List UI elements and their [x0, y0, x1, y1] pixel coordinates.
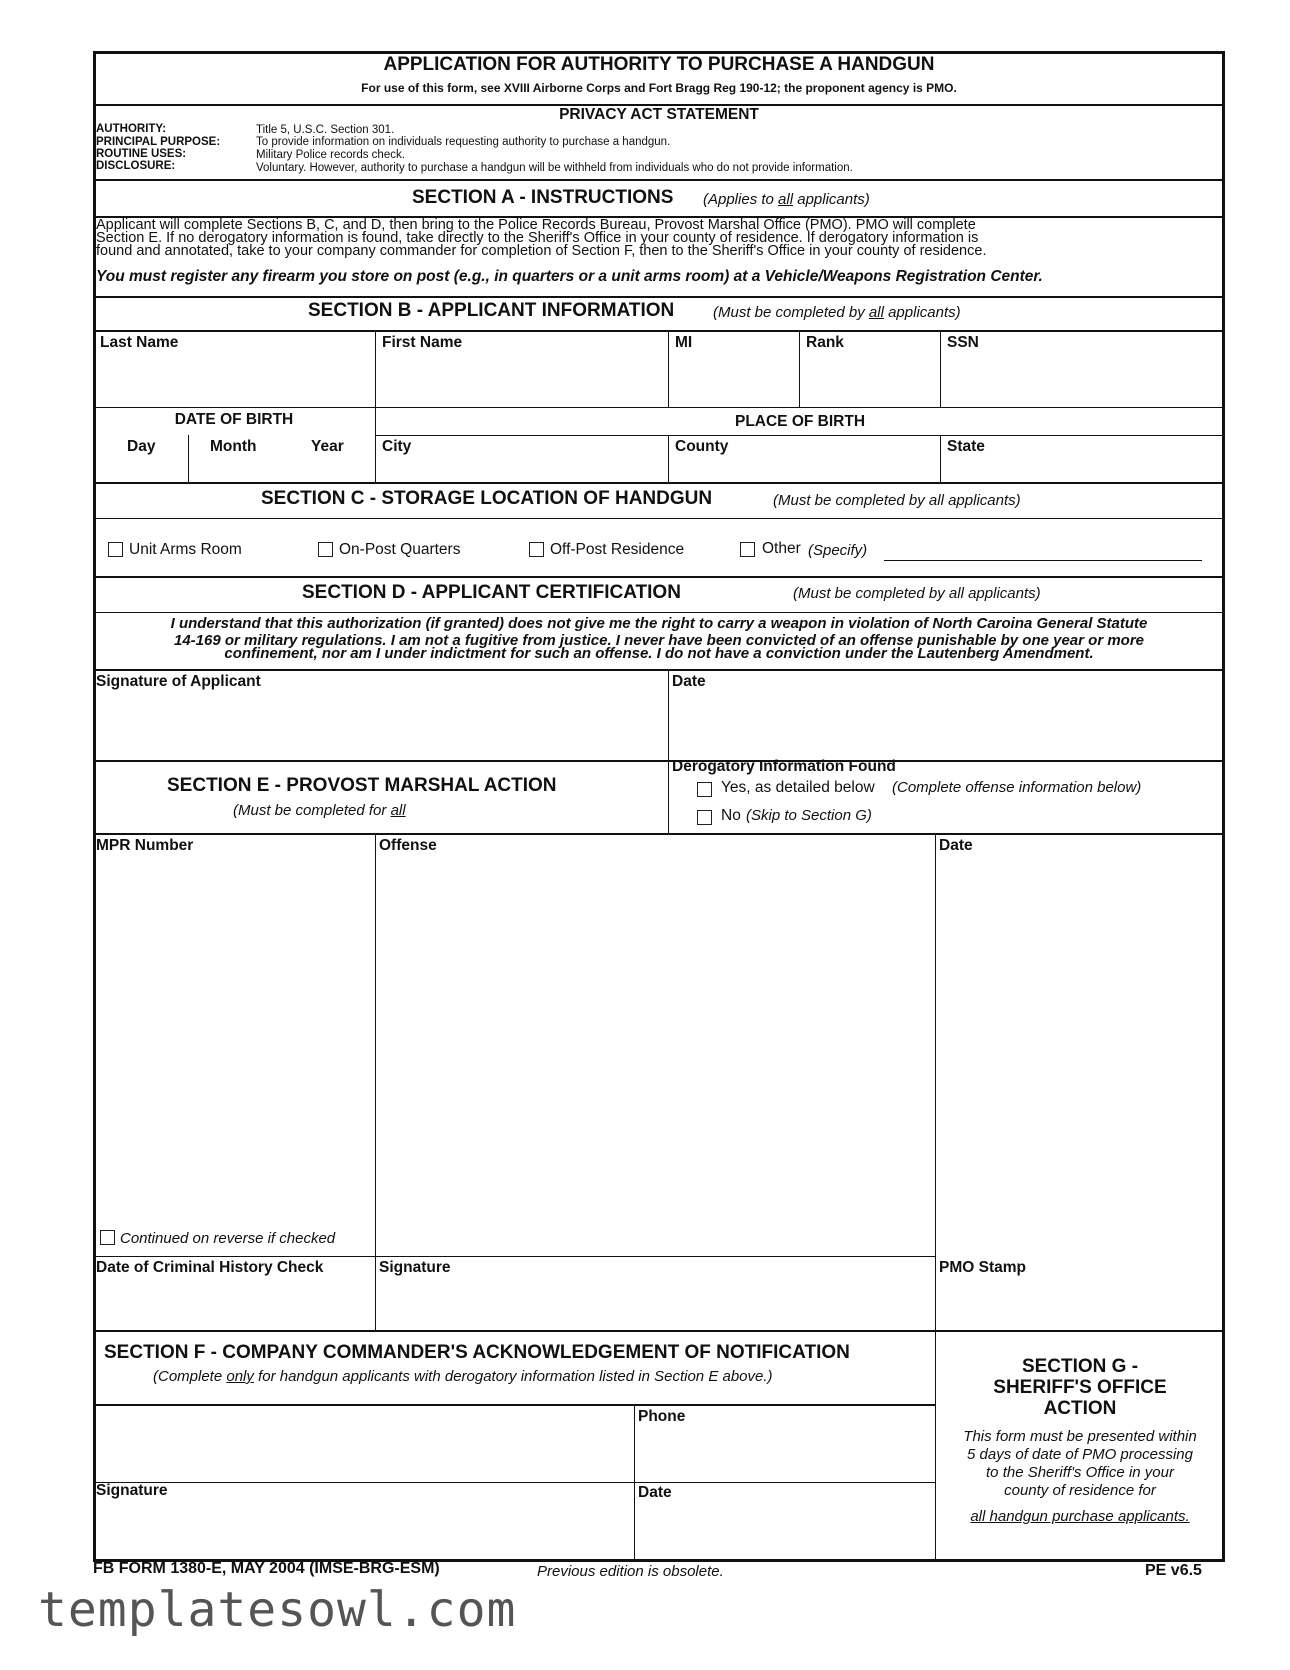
- section-b-title: SECTION B - APPLICANT INFORMATION: [308, 300, 675, 321]
- unit-arms-room-label: Unit Arms Room: [129, 541, 242, 558]
- section-g-text: This form must be presented within: [963, 1428, 1197, 1445]
- instructions-line: Applicant will complete Sections B, C, and D, then bring to the Police Records Bureau, Provost Marshal Office (PMO). PMO will complete: [96, 217, 976, 233]
- section-g-text: county of residence for: [1004, 1482, 1156, 1499]
- instructions-line: Section E. If no derogatory information is found, take directly to the Sheriff's Office in your county of residence. If derogatory information is: [96, 230, 979, 246]
- watermark: templatesowl.com: [38, 1582, 517, 1638]
- derogatory-yes-checkbox[interactable]: [697, 782, 712, 797]
- criminal-history-date-field[interactable]: Date of Criminal History Check: [96, 1259, 324, 1276]
- dob-month-field[interactable]: Month: [210, 438, 257, 455]
- dob-day-field[interactable]: Day: [127, 438, 156, 455]
- section-g-title: ACTION: [1043, 1398, 1117, 1419]
- offense-field[interactable]: Offense: [379, 837, 437, 854]
- dob-heading: DATE OF BIRTH: [174, 411, 294, 428]
- divider: [93, 330, 1225, 332]
- certification-line: 14-169 or military regulations. I am not a fugitive from justice. I never have been convicted of an offense punishable by one year or more: [174, 632, 1144, 649]
- divider: [93, 669, 1225, 671]
- routine-label: ROUTINE USES:: [96, 148, 187, 160]
- city-field[interactable]: City: [382, 438, 412, 455]
- on-post-quarters-label: On-Post Quarters: [339, 541, 461, 558]
- derogatory-yes-note: (Complete offense information below): [892, 779, 1142, 796]
- instructions-line: found and annotated, take to your company commander for completion of Section F, then to the Sheriff's Office in your county of residence.: [96, 243, 987, 259]
- section-g-text: all handgun purchase applicants.: [970, 1508, 1190, 1525]
- derogatory-heading: Derogatory Information Found: [672, 758, 896, 775]
- divider: [93, 482, 1225, 484]
- purpose-label: PRINCIPAL PURPOSE:: [96, 136, 221, 148]
- divider: [93, 760, 1225, 762]
- ssn-field[interactable]: SSN: [947, 334, 979, 351]
- section-g-title: SECTION G -: [1021, 1356, 1139, 1377]
- derogatory-no-checkbox[interactable]: [697, 810, 712, 825]
- continued-checkbox[interactable]: [100, 1230, 115, 1245]
- derogatory-no-note: (Skip to Section G): [746, 807, 872, 824]
- section-a-note: (Applies to all applicants): [703, 191, 870, 208]
- continued-label: Continued on reverse if checked: [120, 1230, 336, 1247]
- unit-arms-room-checkbox[interactable]: [108, 542, 123, 557]
- routine-text: Military Police records check.: [256, 149, 405, 161]
- off-post-residence-checkbox[interactable]: [529, 542, 544, 557]
- commander-phone-field[interactable]: Phone: [638, 1408, 686, 1425]
- off-post-residence-label: Off-Post Residence: [550, 541, 685, 558]
- pob-heading: PLACE OF BIRTH: [734, 413, 866, 430]
- section-d-note: (Must be completed by all applicants): [793, 585, 1041, 602]
- on-post-quarters-checkbox[interactable]: [318, 542, 333, 557]
- first-name-field[interactable]: First Name: [382, 334, 463, 351]
- version-label: PE v6.5: [1145, 1562, 1202, 1579]
- derogatory-yes-label: Yes, as detailed below: [721, 779, 875, 796]
- divider: [93, 833, 1225, 835]
- other-label: Other: [762, 540, 801, 557]
- last-name-field[interactable]: Last Name: [100, 334, 179, 351]
- offense-date-field[interactable]: Date: [939, 837, 973, 854]
- pmo-signature-field[interactable]: Signature: [379, 1259, 451, 1276]
- disclosure-text: Voluntary. However, authority to purchase a handgun will be withheld from individuals who do not provide information.: [256, 162, 853, 174]
- state-field[interactable]: State: [947, 438, 985, 455]
- form-id: FB FORM 1380-E, MAY 2004 (IMSE-BRG-ESM): [93, 1560, 440, 1577]
- section-f-note: (Complete only for handgun applicants with derogatory information listed in Section E above.): [153, 1368, 773, 1385]
- applicant-date-field[interactable]: Date: [672, 673, 706, 690]
- section-f-title: SECTION F - COMPANY COMMANDER'S ACKNOWLEDGEMENT OF NOTIFICATION: [104, 1342, 850, 1363]
- divider: [93, 576, 1225, 578]
- section-e-title: SECTION E - PROVOST MARSHAL ACTION: [167, 775, 557, 796]
- certification-line: I understand that this authorization (if granted) does not give me the right to carry a weapon in violation of North Caroina General Statute: [170, 615, 1148, 632]
- other-checkbox[interactable]: [740, 542, 755, 557]
- dob-year-field[interactable]: Year: [311, 438, 344, 455]
- divider: [93, 1330, 1225, 1332]
- authority-text: Title 5, U.S.C. Section 301.: [256, 124, 395, 136]
- commander-signature-field[interactable]: Signature: [96, 1482, 168, 1499]
- form-title: APPLICATION FOR AUTHORITY TO PURCHASE A HANDGUN: [383, 54, 935, 75]
- obsolete-note: Previous edition is obsolete.: [537, 1563, 724, 1580]
- section-c-title: SECTION C - STORAGE LOCATION OF HANDGUN: [261, 488, 713, 509]
- specify-label: (Specify): [808, 542, 868, 559]
- commander-date-field[interactable]: Date: [638, 1484, 672, 1501]
- derogatory-no-label: No: [721, 807, 741, 824]
- county-field[interactable]: County: [675, 438, 729, 455]
- pmo-stamp-field[interactable]: PMO Stamp: [939, 1259, 1026, 1276]
- disclosure-label: DISCLOSURE:: [96, 160, 176, 172]
- privacy-heading: PRIVACY ACT STATEMENT: [559, 106, 759, 123]
- divider: [93, 179, 1225, 181]
- form-subtitle: For use of this form, see XVIII Airborne Corps and Fort Bragg Reg 190-12; the proponent agency is PMO.: [361, 81, 957, 95]
- applicant-signature-field[interactable]: Signature of Applicant: [96, 673, 261, 690]
- section-b-note: (Must be completed by all applicants): [713, 304, 961, 321]
- certification-line: confinement, nor am I under indictment for such an offense. I do not have a conviction under the Lautenberg Amendment.: [224, 645, 1094, 662]
- rank-field[interactable]: Rank: [806, 334, 844, 351]
- authority-label: AUTHORITY:: [96, 123, 167, 135]
- section-g-title: SHERIFF'S OFFICE: [993, 1377, 1167, 1398]
- divider: [93, 296, 1225, 298]
- section-a-title: SECTION A - INSTRUCTIONS: [412, 187, 674, 208]
- section-g-text: 5 days of date of PMO processing: [967, 1446, 1193, 1463]
- section-g-text: to the Sheriff's Office in your: [986, 1464, 1174, 1481]
- mpr-number-field[interactable]: MPR Number: [96, 837, 194, 854]
- register-notice: You must register any firearm you store on post (e.g., in quarters or a unit arms room) at a Vehicle/Weapons Registration Center.: [96, 268, 1043, 285]
- section-e-note: (Must be completed for all: [233, 802, 406, 819]
- specify-input[interactable]: [884, 560, 1202, 561]
- mi-field[interactable]: MI: [675, 334, 693, 351]
- section-d-title: SECTION D - APPLICANT CERTIFICATION: [302, 582, 681, 603]
- section-c-note: (Must be completed by all applicants): [773, 492, 1021, 509]
- purpose-text: To provide information on individuals requesting authority to purchase a handgun.: [256, 136, 671, 148]
